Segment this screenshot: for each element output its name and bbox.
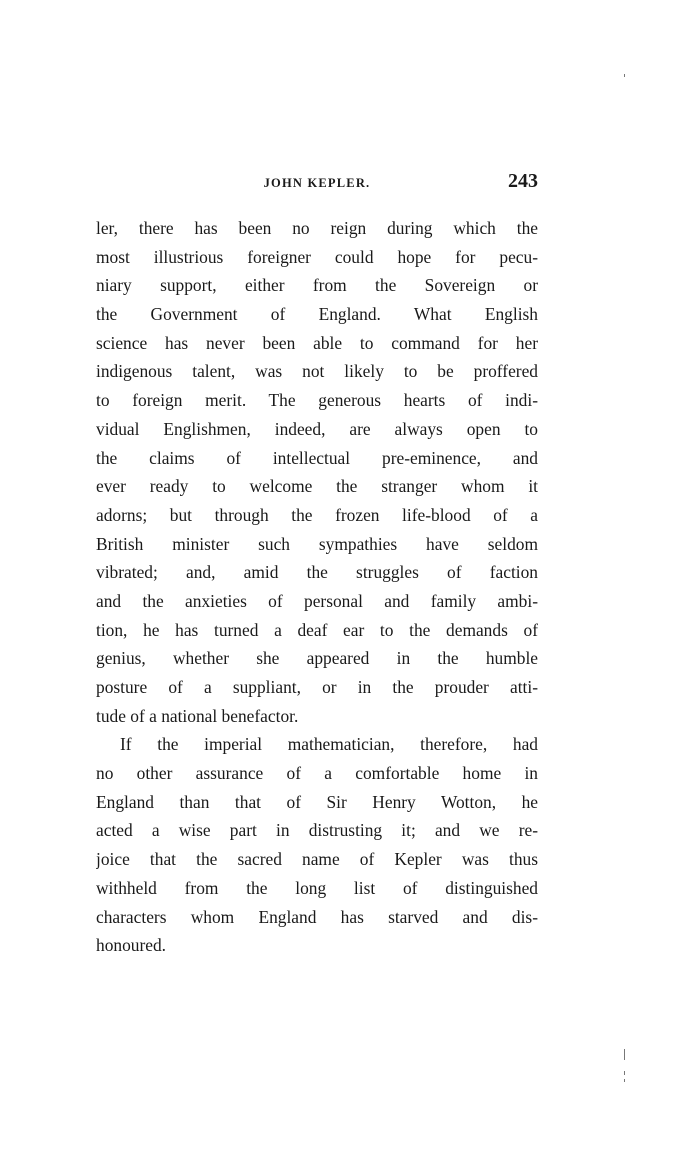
text-line: ever ready to welcome the stranger whom it [96, 476, 538, 497]
text-line: withheld from the long list of distinguished [96, 877, 538, 898]
text-line: vibrated; and, amid the struggles of faction [96, 562, 538, 583]
text-line: posture of a suppliant, or in the prouder atti- [96, 677, 538, 697]
margin-mark [624, 74, 625, 77]
text-line: genius, whether she appeared in the humble [96, 648, 538, 669]
text-line: British minister such sympathies have seldom [96, 533, 538, 554]
paragraph-2 [96, 730, 538, 960]
text-line: ler, there has been no reign during which the [96, 218, 538, 238]
text-line: science has never been able to command for her [96, 332, 538, 353]
text-line: most illustrious foreigner could hope for pecu- [96, 246, 538, 267]
text-line: joice that the sacred name of Kepler was thus [96, 849, 538, 870]
margin-mark [624, 1071, 625, 1075]
text-line: to foreign merit. The generous hearts of indi- [96, 390, 538, 411]
text-line: acted a wise part in distrusting it; and we re- [96, 820, 538, 841]
running-head [96, 170, 538, 196]
text-line: niary support, either from the Sovereign or [96, 275, 538, 296]
text-line: vidual Englishmen, indeed, are always open to [96, 418, 538, 439]
text-line: no other assurance of a comfortable home in [96, 763, 538, 784]
text-line: England than that of Sir Henry Wotton, he [96, 791, 538, 812]
paragraph-1 [96, 214, 538, 730]
margin-mark [624, 1049, 625, 1060]
running-title: JOHN KEPLER. [263, 176, 371, 190]
text-line: tion, he has turned a deaf ear to the demands of [96, 619, 538, 640]
body-text [96, 214, 538, 960]
text-line: and the anxieties of personal and family ambi- [96, 590, 538, 611]
text-line: honoured. [96, 935, 167, 956]
page-number: 243 [508, 170, 538, 192]
text-line: tude of a national benefactor. [96, 705, 299, 726]
text-line: the claims of intellectual pre-eminence, and [96, 447, 538, 468]
text-line: If the imperial mathematician, therefore, had [120, 734, 538, 755]
text-line: the Government of England. What English [96, 304, 538, 325]
margin-mark [624, 1079, 625, 1082]
text-line: indigenous talent, was not likely to be proffered [96, 361, 538, 382]
text-line: adorns; but through the frozen life-blood of a [96, 504, 538, 525]
text-line: characters whom England has starved and dis- [96, 906, 538, 927]
